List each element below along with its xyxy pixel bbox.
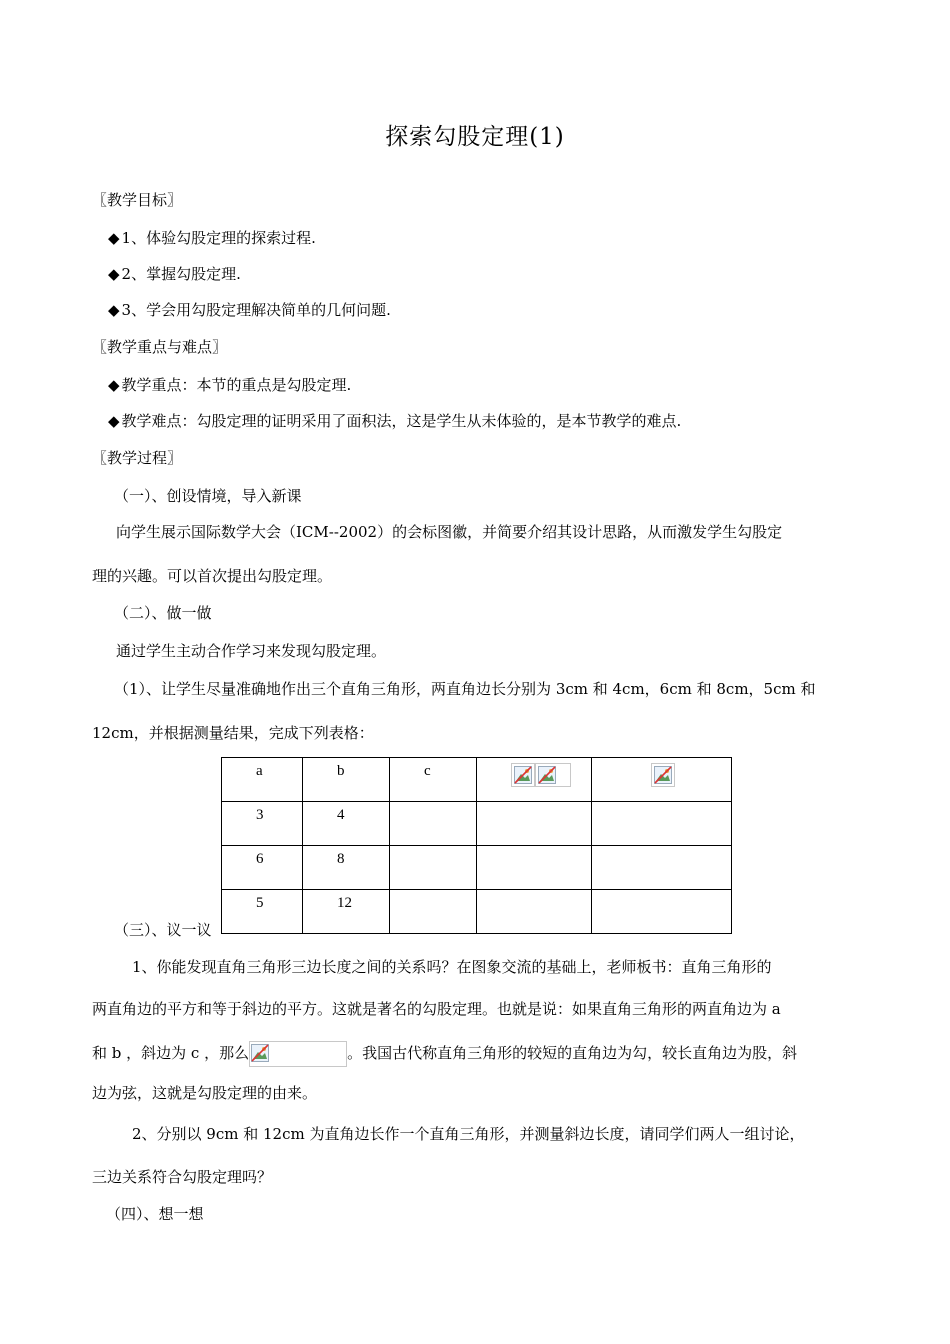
goal-item-2: ◆ 2、掌握勾股定理. (108, 265, 241, 283)
measurement-table (221, 757, 732, 934)
header-cell-a: a (222, 758, 303, 802)
part3-p1-line3: 和 b ，斜边为 c ，那么 。我国古代称直角三角形的较短的直角边为勾，较长直角边为股，斜 (92, 1041, 797, 1067)
table-cell (592, 890, 732, 934)
process-header: 〖教学过程〗 (92, 449, 183, 467)
part2-intro: 通过学生主动合作学习来发现勾股定理。 (116, 642, 387, 660)
bullet-icon: ◆ (108, 265, 120, 283)
part3-p1-line2: 两直角边的平方和等于斜边的平方。这就是著名的勾股定理。也就是说：如果直角三角形的两直角边为 a (92, 1000, 781, 1018)
goal-item-3: ◆ 3、学会用勾股定理解决简单的几何问题. (108, 301, 391, 319)
part3-p1-line4: 边为弦，这就是勾股定理的由来。 (92, 1084, 318, 1102)
broken-image-icon (651, 763, 675, 787)
key-point-1: ◆ 教学重点：本节的重点是勾股定理. (108, 376, 352, 394)
table-row (222, 846, 732, 890)
part2-task-line1: （1）、让学生尽量准确地作出三个直角三角形，两直角边长分别为 3cm 和 4cm，6cm 和 8cm，5cm 和 (114, 680, 816, 698)
page-title: 探索勾股定理(1) (385, 124, 565, 150)
part2-title: （二）、做一做 (114, 604, 212, 622)
header-cell-b: b (303, 758, 390, 802)
table-row (222, 802, 732, 846)
formula-image-placeholder (249, 1041, 347, 1067)
header-cell-c: c (390, 758, 477, 802)
table-cell: 12 (303, 890, 390, 934)
broken-image-icon (251, 1044, 269, 1067)
part3-title: （三）、议一议 (114, 921, 212, 939)
header-cell-formula-1 (477, 758, 592, 802)
part2-task-line2: 12cm，并根据测量结果，完成下列表格： (92, 724, 374, 742)
table-cell: 3 (222, 802, 303, 846)
bullet-icon: ◆ (108, 376, 120, 394)
bullet-icon: ◆ (108, 412, 120, 430)
part1-text-line2: 理的兴趣。可以首次提出勾股定理。 (92, 567, 333, 585)
goals-header: 〖教学目标〗 (92, 191, 183, 209)
bullet-icon: ◆ (108, 229, 120, 247)
table-row (222, 890, 732, 934)
table-cell (477, 890, 592, 934)
broken-image-icon (511, 763, 535, 787)
goal-item-1: ◆ 1、体验勾股定理的探索过程. (108, 229, 316, 247)
table-cell (390, 802, 477, 846)
part3-p2-line1: 2、分别以 9cm 和 12cm 为直角边长作一个直角三角形，并测量斜边长度，请同学们两人一组讨论， (132, 1125, 805, 1143)
part1-text-line1: 向学生展示国际数学大会（ICM--2002）的会标图徽，并简要介绍其设计思路，从而激发学生勾股定 (116, 523, 783, 541)
part3-p1-line1: 1、你能发现直角三角形三边长度之间的关系吗？在图象交流的基础上，老师板书：直角三角形的 (132, 958, 772, 976)
table-cell (390, 846, 477, 890)
header-cell-formula-2 (592, 758, 732, 802)
part3-p2-line2: 三边关系符合勾股定理吗？ (92, 1168, 273, 1186)
broken-image-icon (535, 763, 571, 787)
table-cell: 6 (222, 846, 303, 890)
table-cell (477, 802, 592, 846)
table-header-row (222, 758, 732, 802)
key-point-2: ◆ 教学难点：勾股定理的证明采用了面积法，这是学生从未体验的，是本节教学的难点. (108, 412, 682, 430)
part1-title: （一）、创设情境，导入新课 (114, 487, 302, 505)
table-cell (390, 890, 477, 934)
key-header: 〖教学重点与难点〗 (92, 338, 228, 356)
table-cell: 8 (303, 846, 390, 890)
part4-title: （四）、想一想 (106, 1205, 204, 1223)
table-cell (477, 846, 592, 890)
table-cell (592, 846, 732, 890)
table-cell: 4 (303, 802, 390, 846)
table-cell: 5 (222, 890, 303, 934)
bullet-icon: ◆ (108, 301, 120, 319)
table-cell (592, 802, 732, 846)
